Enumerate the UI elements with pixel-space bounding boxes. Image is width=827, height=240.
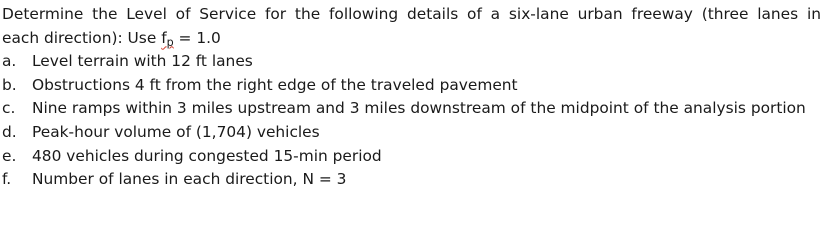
peak-factor-subscript: p [166, 35, 174, 49]
list-marker: f. [2, 170, 12, 189]
list-item [2, 74, 821, 98]
list-item-text: Level terrain with 12 ft lanes [32, 52, 253, 71]
intro-line-2-prefix: each direction): Use [2, 28, 162, 47]
list-marker: d. [2, 122, 17, 141]
list-item [2, 145, 821, 169]
list-item [2, 97, 821, 121]
list-item [2, 121, 821, 145]
list-item-text: Obstructions 4 ft from the right edge of the traveled pavement [32, 75, 518, 94]
list-marker: c. [2, 99, 16, 118]
list-marker: a. [2, 52, 17, 71]
list-item-text: Number of lanes in each direction, N = 3 [32, 170, 347, 189]
peak-factor-base: f [161, 28, 167, 47]
problem-intro [2, 3, 821, 50]
list-marker: e. [2, 146, 17, 165]
list-marker: b. [2, 75, 17, 94]
list-item-text: Nine ramps within 3 miles upstream and 3 miles downstream of the midpoint of the analysis portion [32, 99, 806, 118]
given-conditions-list [2, 50, 821, 192]
peak-factor-symbol [161, 29, 173, 47]
intro-line-2-suffix: = 1.0 [173, 28, 221, 47]
list-item-text: 480 vehicles during congested 15-min period [32, 146, 382, 165]
list-item [2, 168, 821, 192]
list-item-text: Peak-hour volume of (1,704) vehicles [32, 122, 320, 141]
intro-line-1: Determine the Level of Service for the following details of a six-lane urban freeway (three lanes in [2, 5, 821, 23]
list-item [2, 50, 821, 74]
